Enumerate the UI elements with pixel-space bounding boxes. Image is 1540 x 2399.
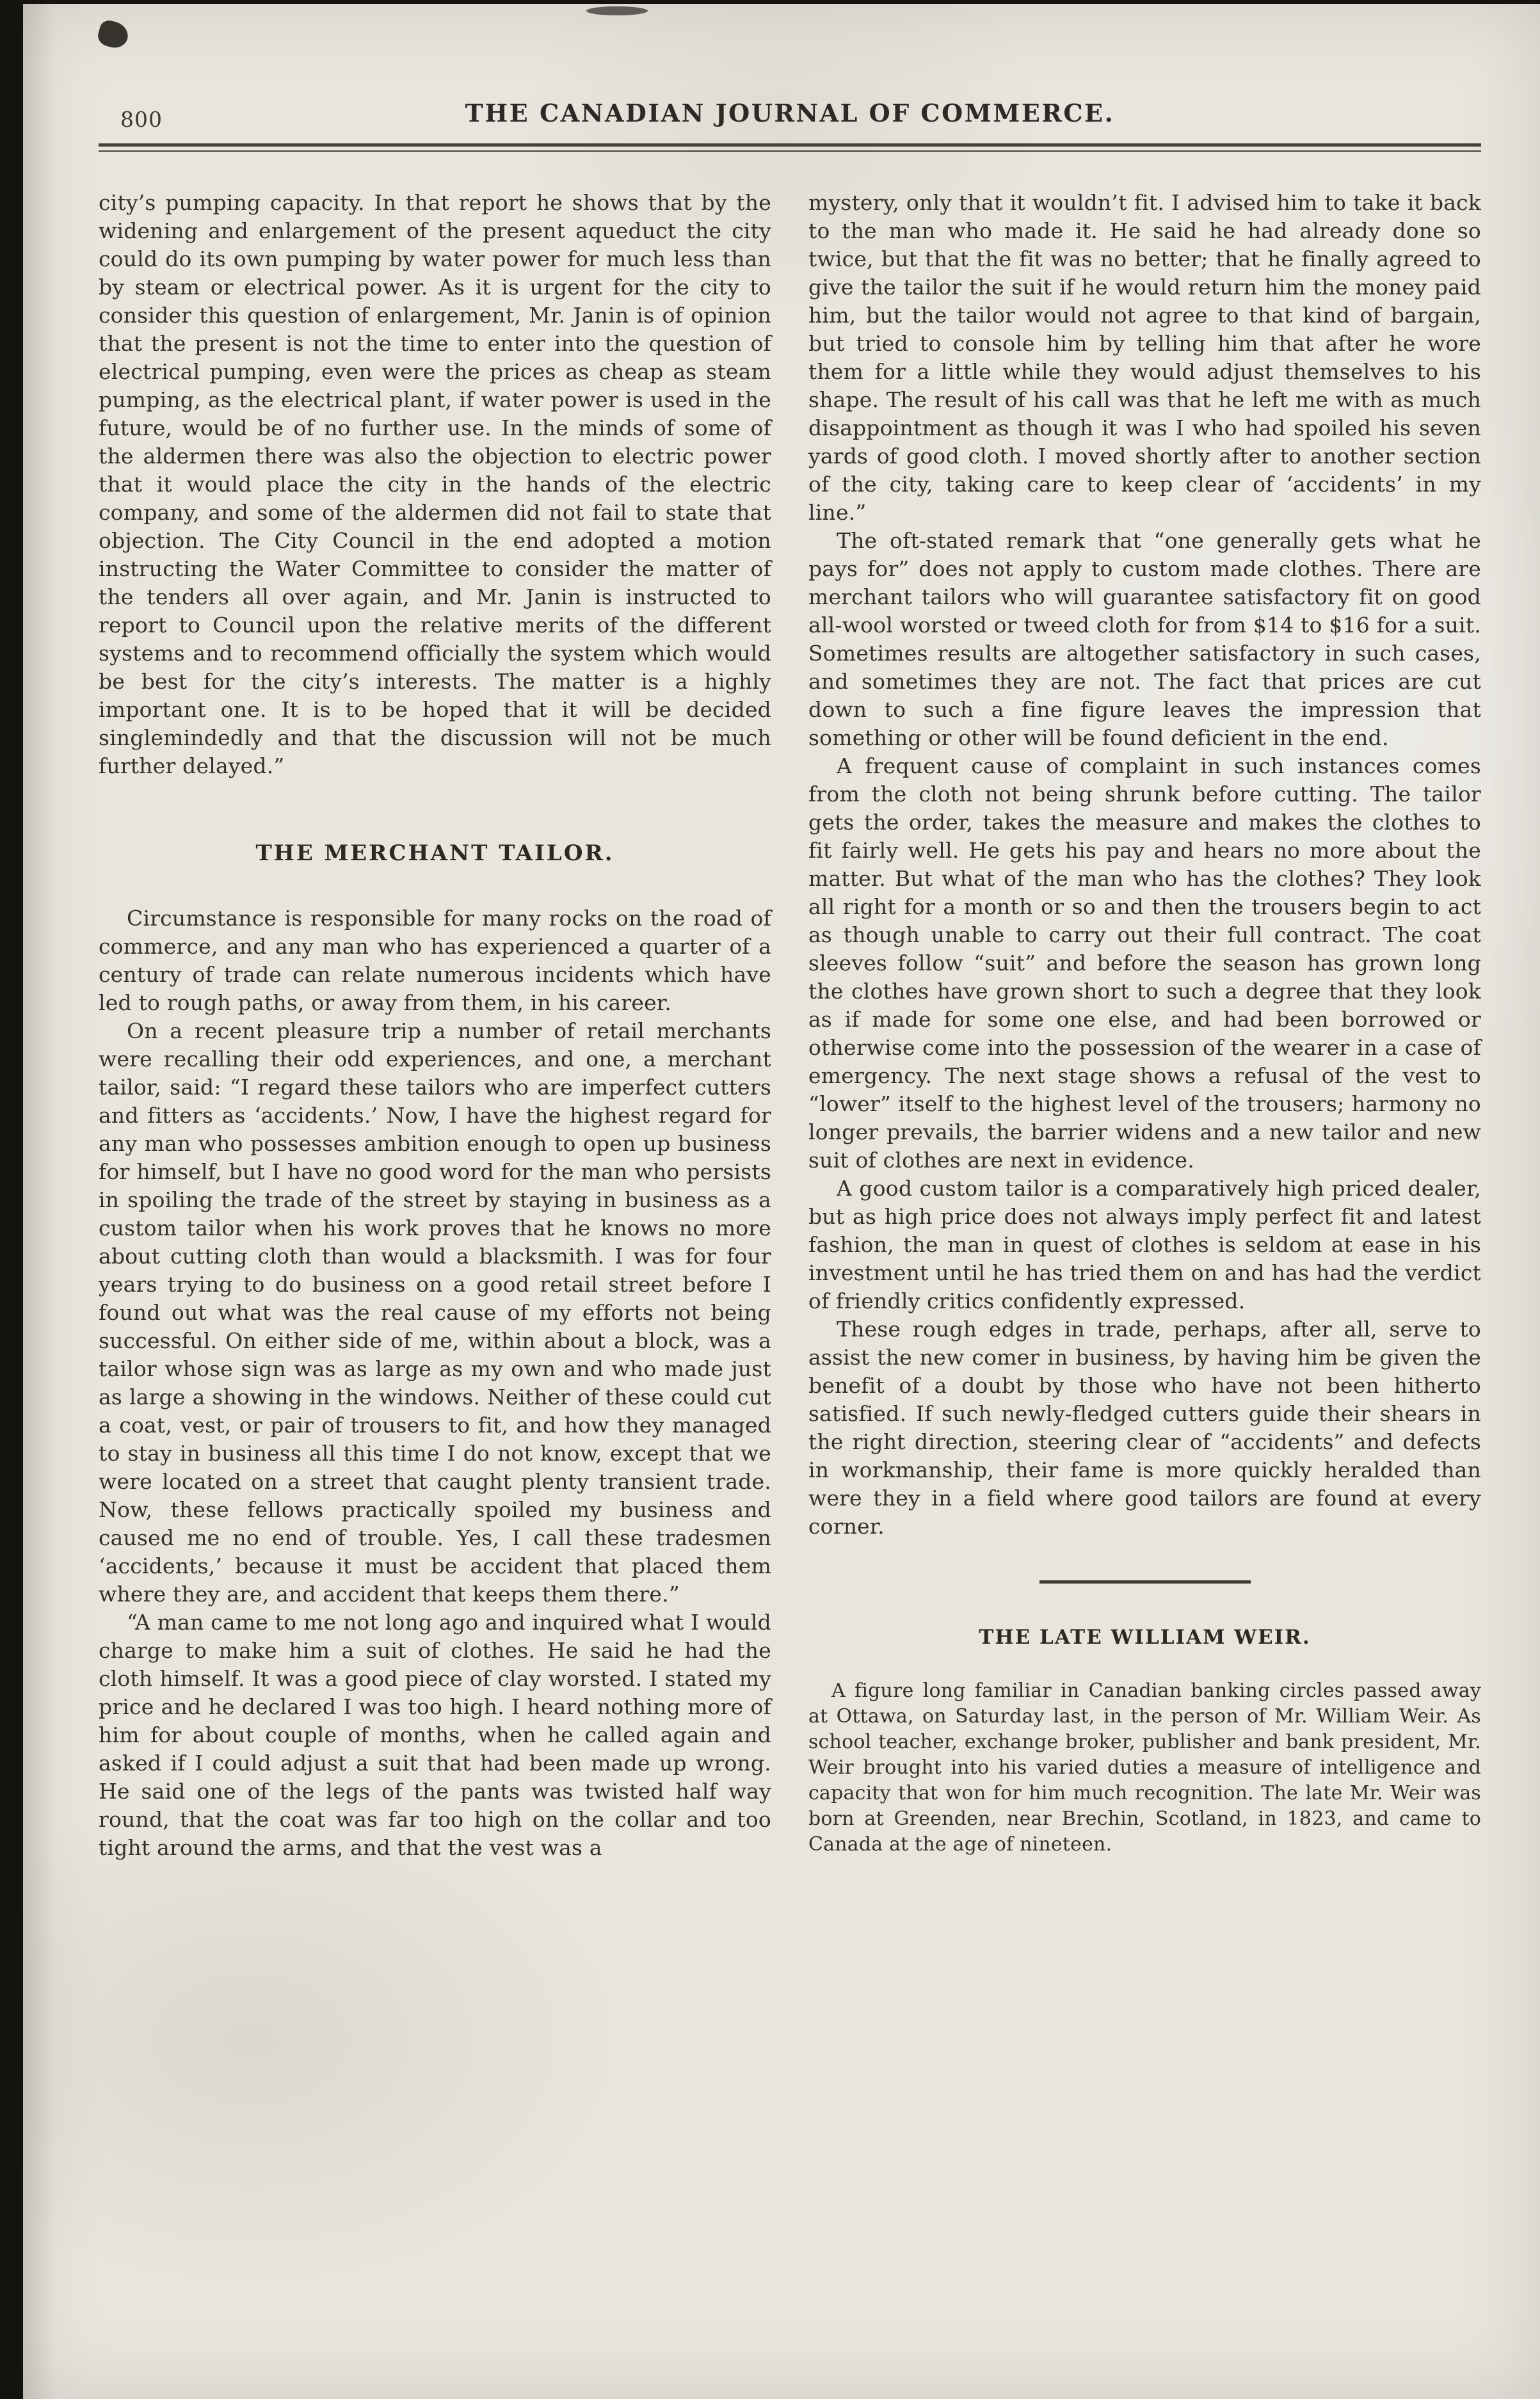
paragraph: “A man came to me not long ago and inquired what I would charge to make him a suit of clothes. He said he had the cloth himself. It was a good piece of clay worsted. I stated my price and he declared I was too high. I heard nothing more of him for about couple of months, when he called again and asked if I could adjust a suit that had been made up wrong. He said one of the legs of the pants was twisted half way round, that the coat was far too high on the collar and too tight around the arms, and that the vest was a bbox=[99, 1610, 771, 1860]
article-title-merchant-tailor: THE MERCHANT TAILOR. bbox=[255, 840, 614, 866]
masthead-rule bbox=[99, 143, 1481, 152]
journal-title: THE CANADIAN JOURNAL OF COMMERCE. bbox=[465, 99, 1115, 127]
right-column bbox=[808, 189, 1481, 1862]
article-title-william-weir: THE LATE WILLIAM WEIR. bbox=[979, 1626, 1311, 1649]
paragraph-continued: city’s pumping capacity. In that report he shows that by the widening and enlargement of the present aqueduct the city could do its own pumping by water power for much less than by steam or electrical power. As it is urgent for the city to consider this question of enlargement, Mr. Janin is of opinion that the present is not the time to enter into the question of electrical pumping, even were the prices as cheap as steam pumping, as the electrical plant, if water power is used in the future, would be of no further use. In the minds of some of the aldermen there was also the objection to electric power that it would place the city in the hands of the electric company, and some of the aldermen did not fail to state that objection. The City Council in the end adopted a motion instructing the Water Committee to consider the matter of the tenders all over again, and Mr. Janin is instructed to report to Council upon the relative merits of the different systems and to recommend officially the system which would be best for the city’s interests. The matter is a highly important one. It is to be hoped that it will be decided singlemindedly and that the discussion will not be much further delayed.” bbox=[99, 190, 771, 778]
paragraph: Circumstance is responsible for many rocks on the road of commerce, and any man who has experienced a quarter of a century of trade can relate numerous incidents which have led to rough paths, or away from them, in his career. bbox=[99, 906, 771, 1015]
paragraph: A figure long familiar in Canadian banking circles passed away at Ottawa, on Saturday last, in the person of Mr. William Weir. As school teacher, exchange broker, publisher and bank president, Mr. Weir brought into his varied duties a measure of intelligence and capacity that won for him much recognition. The late Mr. Weir was born at Greenden, near Brechin, Scotland, in 1823, and came to Canada at the age of nineteen. bbox=[808, 1680, 1481, 1856]
william-weir-article bbox=[808, 1678, 1481, 1857]
page-content bbox=[23, 4, 1540, 1862]
paragraph: These rough edges in trade, perhaps, after all, serve to assist the new comer in business, by having him be given the benefit of a doubt by those who have not been hitherto satisfied. If such newly-fledged cutters guide their shears in the right direction, steering clear of “accidents” and defects in workmanship, their fame is more quickly heralded than were they in a field where good tailors are found at every corner. bbox=[808, 1317, 1481, 1539]
section-divider bbox=[1039, 1580, 1251, 1584]
paragraph: A frequent cause of complaint in such instances comes from the cloth not being shrunk before cutting. The tailor gets the order, takes the measure and makes the clothes to fit fairly well. He gets his pay and hears no more about the matter. But what of the man who has the clothes? They look all right for a month or so and then the trousers begin to act as though unable to carry out their full contract. The coat sleeves follow “suit” and before the season has grown long the clothes have grown short to such a degree that they look as if made for some one else, and had been borrowed or otherwise come into the possession of the wearer in a case of emergency. The next stage shows a refusal of the vest to “lower” itself to the highest level of the trousers; harmony no longer prevails, the barrier widens and a new tailor and new suit of clothes are next in evidence. bbox=[808, 753, 1481, 1173]
article-columns bbox=[99, 189, 1481, 1862]
scan-artifact bbox=[586, 6, 648, 15]
page-number: 800 bbox=[120, 107, 163, 132]
journal-page bbox=[23, 4, 1540, 2399]
left-column bbox=[99, 189, 771, 1862]
masthead bbox=[99, 99, 1481, 132]
paragraph: A good custom tailor is a comparatively high priced dealer, but as high price does not always imply perfect fit and latest fashion, the man in quest of clothes is seldom at ease in his investment until he has tried them on and has had the verdict of friendly critics confidently expressed. bbox=[808, 1176, 1481, 1313]
paragraph: The oft-stated remark that “one generally gets what he pays for” does not apply to custom made clothes. There are merchant tailors who will guarantee satisfactory fit on good all-wool worsted or tweed cloth for from $14 to $16 for a suit. Sometimes results are altogether satisfactory in such cases, and sometimes they are not. The fact that prices are cut down to such a fine figure leaves the impression that something or other will be found deficient in the end. bbox=[808, 528, 1481, 750]
paragraph-continued: mystery, only that it wouldn’t fit. I advised him to take it back to the man who made it. He said he had already done so twice, but that the fit was no better; that he finally agreed to give the tailor the suit if he would return him the money paid him, but the tailor would not agree to that kind of bargain, but tried to console him by telling him that after he wore them for a little while they would adjust themselves to his shape. The result of his call was that he left me with as much disappointment as though it was I who had spoiled his seven yards of good cloth. I moved shortly after to another section of the city, taking care to keep clear of ‘accidents’ in my line.” bbox=[808, 190, 1481, 525]
paragraph: On a recent pleasure trip a number of retail merchants were recalling their odd experiences, and one, a merchant tailor, said: “I regard these tailors who are imperfect cutters and fitters as ‘accidents.’ Now, I have the highest regard for any man who possesses ambition enough to open up business for himself, but I have no good word for the man who persists in spoiling the trade of the street by staying in business as a custom tailor when his work proves that he knows no more about cutting cloth than would a blacksmith. I was for four years trying to do business on a good retail street before I found out what was the real cause of my efforts not being successful. On either side of me, within about a block, was a tailor whose sign was as large as my own and who made just as large a showing in the windows. Neither of these could cut a coat, vest, or pair of trousers to fit, and how they managed to stay in business all this time I do not know, except that we were located on a street that caught plenty transient trade. Now, these fellows practically spoiled my business and caused me no end of trouble. Yes, I call these tradesmen ‘accidents,’ because it must be accident that placed them where they are, and accident that keeps them there.” bbox=[99, 1018, 771, 1607]
